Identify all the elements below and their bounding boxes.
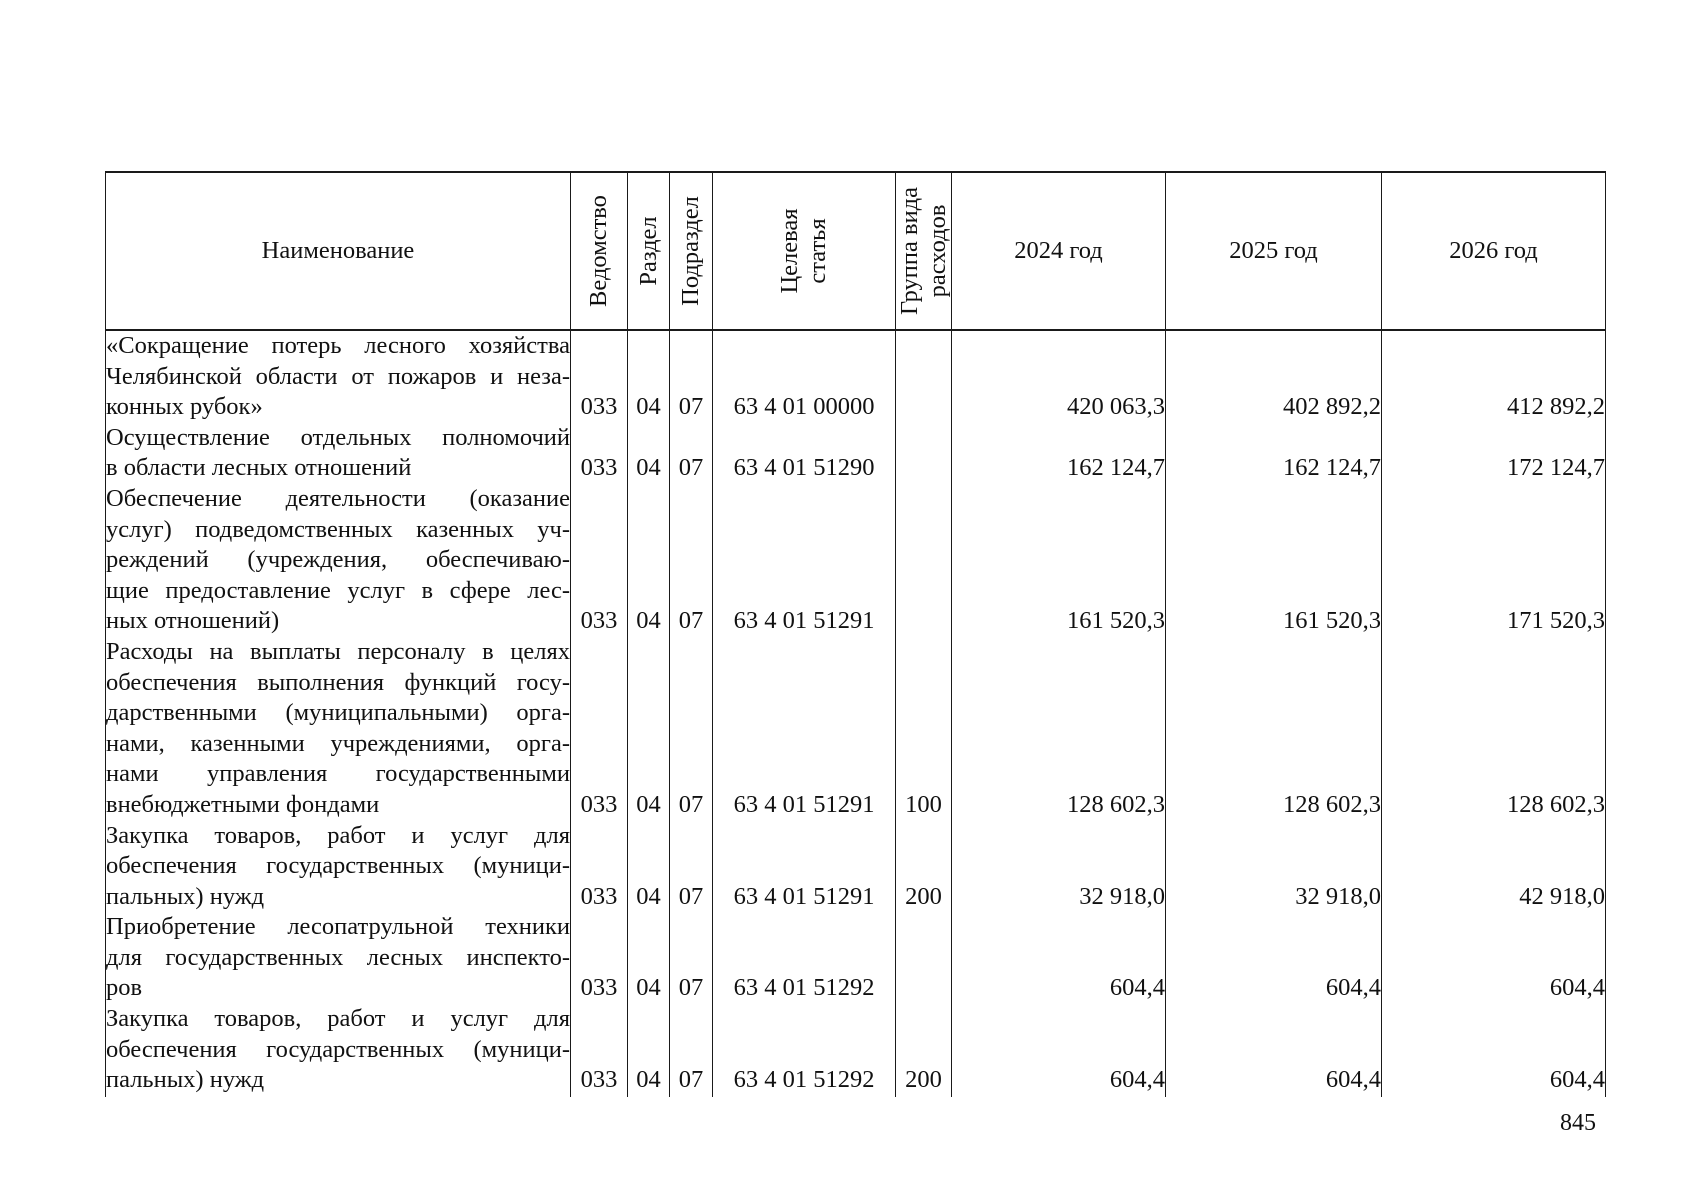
header-target-line2: статья [804,218,831,284]
row-target-article: 63 4 01 51292 [713,912,896,1004]
header-expense-group [896,172,952,330]
row-name-line: Осуществление отдельных полномочий [106,423,570,451]
header-year-2026: 2026 год [1382,172,1606,330]
row-amount-2024: 162 124,7 [952,423,1166,484]
row-amount-2025: 162 124,7 [1166,423,1382,484]
row-amount-2025: 161 520,3 [1166,484,1382,637]
row-name-line: Закупка товаров, работ и услуг для [106,821,570,849]
row-amount-2025: 32 918,0 [1166,821,1382,913]
header-department [571,172,628,330]
row-department-code: 033 [571,1004,628,1097]
header-subsection [670,172,713,330]
row-name [106,912,571,1004]
row-department-code: 033 [571,423,628,484]
row-name [106,330,571,423]
row-amount-2024: 32 918,0 [952,821,1166,913]
row-target-article: 63 4 01 51291 [713,821,896,913]
row-section-code: 04 [628,912,670,1004]
row-name-line: Обеспечение деятельности (оказание [106,484,570,512]
row-section-code: 04 [628,821,670,913]
header-name: Наименование [106,172,571,330]
row-name [106,637,571,821]
row-amount-2024: 604,4 [952,1004,1166,1097]
page-number: 845 [1560,1110,1596,1136]
row-subsection-code: 07 [670,912,713,1004]
row-name-line: нами, казенными учреждениями, орга- [106,729,570,757]
row-target-article: 63 4 01 51292 [713,1004,896,1097]
row-amount-2026: 42 918,0 [1382,821,1606,913]
row-name-line: в области лесных отношений [106,454,412,482]
row-name-line: пальных) нужд [106,1066,265,1094]
header-subsection-label: Подраздел [677,196,704,306]
row-amount-2025: 402 892,2 [1166,330,1382,423]
row-section-code: 04 [628,330,670,423]
row-name [106,821,571,913]
row-subsection-code: 07 [670,423,713,484]
table-row [106,1004,1606,1097]
row-name-line: реждений (учреждения, обеспечиваю- [106,546,570,574]
row-name [106,1004,571,1097]
row-amount-2026: 128 602,3 [1382,637,1606,821]
row-name-line: Расходы на выплаты персоналу в целях [106,637,570,665]
row-name-line: внебюджетными фондами [106,790,380,818]
row-name-line: конных рубок» [106,393,263,421]
row-name-line: обеспечения государственных (муници- [106,852,570,880]
row-name-line: ров [106,974,143,1002]
row-amount-2025: 128 602,3 [1166,637,1382,821]
row-target-article: 63 4 01 51291 [713,637,896,821]
row-amount-2026: 604,4 [1382,912,1606,1004]
row-expense-group [896,330,952,423]
budget-table-container [105,171,1605,1094]
row-name-line: пальных) нужд [106,882,265,910]
header-section-label: Раздел [634,216,662,286]
row-name [106,423,571,484]
row-name-line: услуг) подведомственных казенных уч- [106,515,570,543]
header-department-label: Ведомство [585,195,612,307]
header-target-line1: Целевая [776,208,803,294]
row-target-article: 63 4 01 00000 [713,330,896,423]
row-name [106,484,571,637]
row-name-line: ных отношений) [106,607,280,635]
table-row [106,821,1606,913]
row-target-article: 63 4 01 51291 [713,484,896,637]
row-amount-2026: 412 892,2 [1382,330,1606,423]
row-name-line: Приобретение лесопатрульной техники [106,913,570,941]
row-expense-group: 100 [896,637,952,821]
row-section-code: 04 [628,1004,670,1097]
row-subsection-code: 07 [670,330,713,423]
row-amount-2024: 128 602,3 [952,637,1166,821]
row-amount-2024: 161 520,3 [952,484,1166,637]
row-expense-group: 200 [896,821,952,913]
row-name-line: «Сокращение потерь лесного хозяйства [106,332,570,359]
row-expense-group [896,484,952,637]
row-department-code: 033 [571,484,628,637]
table-row [106,637,1606,821]
row-expense-group [896,912,952,1004]
row-section-code: 04 [628,637,670,821]
row-department-code: 033 [571,330,628,423]
row-department-code: 033 [571,821,628,913]
row-name-line: нами управления государственными [106,760,570,788]
row-name-line: дарственными (муниципальными) орга- [106,699,570,727]
table-header-row [106,172,1606,330]
row-section-code: 04 [628,423,670,484]
header-year-2024: 2024 год [952,172,1166,330]
header-section [628,172,670,330]
header-target-article [713,172,896,330]
row-expense-group [896,423,952,484]
row-amount-2025: 604,4 [1166,1004,1382,1097]
row-department-code: 033 [571,912,628,1004]
row-name-line: Закупка товаров, работ и услуг для [106,1005,570,1033]
table-row [106,423,1606,484]
row-subsection-code: 07 [670,1004,713,1097]
row-amount-2024: 420 063,3 [952,330,1166,423]
row-name-line: Челябинской области от пожаров и неза- [106,362,570,390]
table-row [106,912,1606,1004]
table-row [106,484,1606,637]
row-amount-2024: 604,4 [952,912,1166,1004]
row-name-line: щие предоставление услуг в сфере лес- [106,576,570,604]
row-name-line: обеспечения выполнения функций госу- [106,668,570,696]
row-subsection-code: 07 [670,637,713,821]
row-department-code: 033 [571,637,628,821]
table-row [106,330,1606,423]
row-name-line: обеспечения государственных (муници- [106,1035,570,1063]
row-target-article: 63 4 01 51290 [713,423,896,484]
row-amount-2025: 604,4 [1166,912,1382,1004]
header-group-line1: Группа вида [895,186,923,316]
row-subsection-code: 07 [670,484,713,637]
row-amount-2026: 172 124,7 [1382,423,1606,484]
row-name-line: для государственных лесных инспекто- [106,943,570,971]
row-subsection-code: 07 [670,821,713,913]
row-amount-2026: 604,4 [1382,1004,1606,1097]
row-section-code: 04 [628,484,670,637]
header-year-2025: 2025 год [1166,172,1382,330]
row-expense-group: 200 [896,1004,952,1097]
header-group-line2: расходов [923,204,951,298]
budget-table [105,171,1606,1097]
row-amount-2026: 171 520,3 [1382,484,1606,637]
